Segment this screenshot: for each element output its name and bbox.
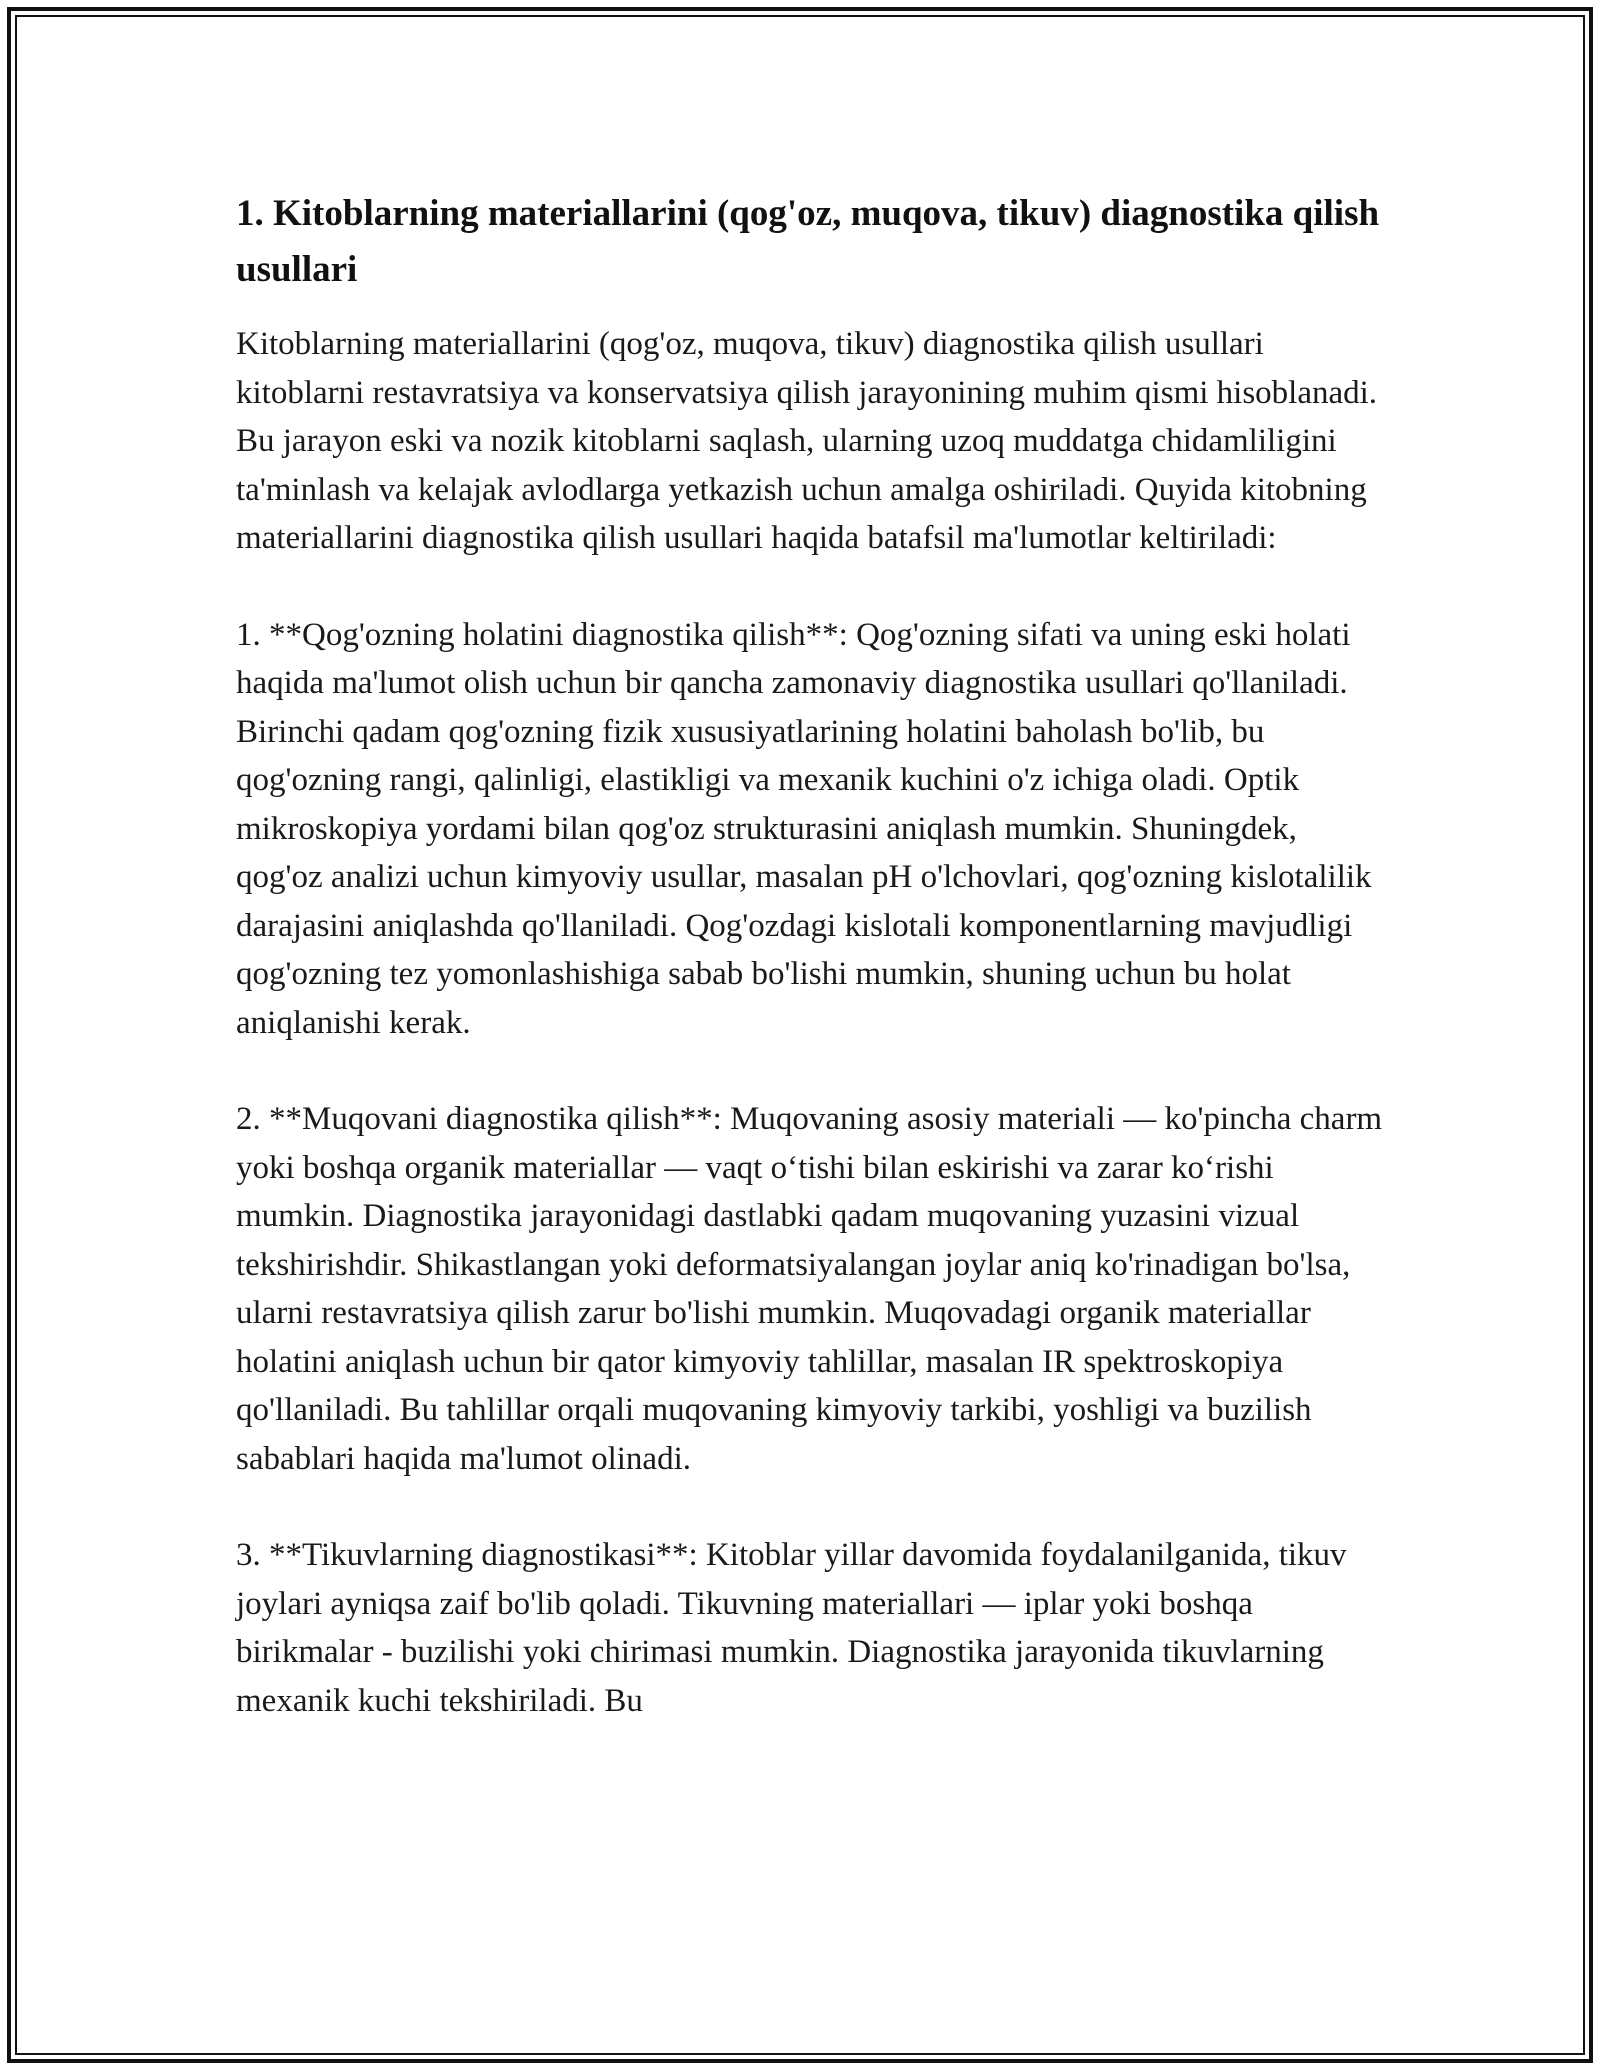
paper-diagnostics-paragraph: 1. **Qog'ozning holatini diagnostika qilish**: Qog'ozning sifati va uning eski holati haqida ma'lumot olish uchun bir qancha zamonaviy diagnostika usullari qo'llaniladi. Birinchi qadam qog'ozning fizik xususiyatlarining holatini baholash bo'lib, bu qog'ozning rangi, qalinligi, elastikligi va mexanik kuchini o'z ichiga oladi. Optik mikroskopiya yordami bilan qog'oz strukturasini aniqlash mumkin. Shuningdek, qog'oz analizi uchun kimyoviy usullar, masalan pH o'lchovlari, qog'ozning kislotalilik darajasini aniqlashda qo'llaniladi. Qog'ozdagi kislotali komponentlarning mavjudligi qog'ozning tez yomonlashishiga sabab bo'lishi mumkin, shuning uchun bu holat aniqlanishi kerak. <box>236 616 1372 1041</box>
cover-diagnostics-paragraph: 2. **Muqovani diagnostika qilish**: Muqovaning asosiy materiali — ko'pincha charm yoki boshqa organik materiallar — vaqt o‘tishi bilan eskirishi va zarar ko‘rishi mumkin. Diagnostika jarayonidagi dastlabki qadam muqovaning yuzasini vizual tekshirishdir. Shikastlangan yoki deformatsiyalangan joylar aniq ko'rinadigan bo'lsa, ularni restavratsiya qilish zarur bo'lishi mumkin. Muqovadagi organik materiallar holatini aniqlash uchun bir qator kimyoviy tahlillar, masalan IR spektroskopiya qo'llaniladi. Bu tahlillar orqali muqovaning kimyoviy tarkibi, yoshligi va buzilish sabablari haqida ma'lumot olinadi. <box>236 1101 1383 1477</box>
document-title: 1. Kitoblarning materiallarini (qog'oz, muqova, tikuv) diagnostika qilish usullari <box>236 193 1380 290</box>
binding-diagnostics-paragraph: 3. **Tikuvlarning diagnostikasi**: Kitoblar yillar davomida foydalanilganida, tikuv joylari ayniqsa zaif bo'lib qoladi. Tikuvning materiallari — iplar yoki boshqa birikmalar - buzilishi yoki chirimasi mumkin. Diagnostika jarayonida tikuvlarning mexanik kuchi tekshiriladi. Bu <box>236 1537 1347 1719</box>
intro-paragraph: Kitoblarning materiallarini (qog'oz, muqova, tikuv) diagnostika qilish usullari kitoblarni restavratsiya va konservatsiya qilish jarayonining muhim qismi hisoblanadi. Bu jarayon eski va nozik kitoblarni saqlash, ularning uzoq muddatga chidamliligini ta'minlash va kelajak avlodlarga yetkazish uchun amalga oshiriladi. Quyida kitobning materiallarini diagnostika qilish usullari haqida batafsil ma'lumotlar keltiriladi: <box>236 326 1378 556</box>
document-body <box>236 186 1386 1773</box>
